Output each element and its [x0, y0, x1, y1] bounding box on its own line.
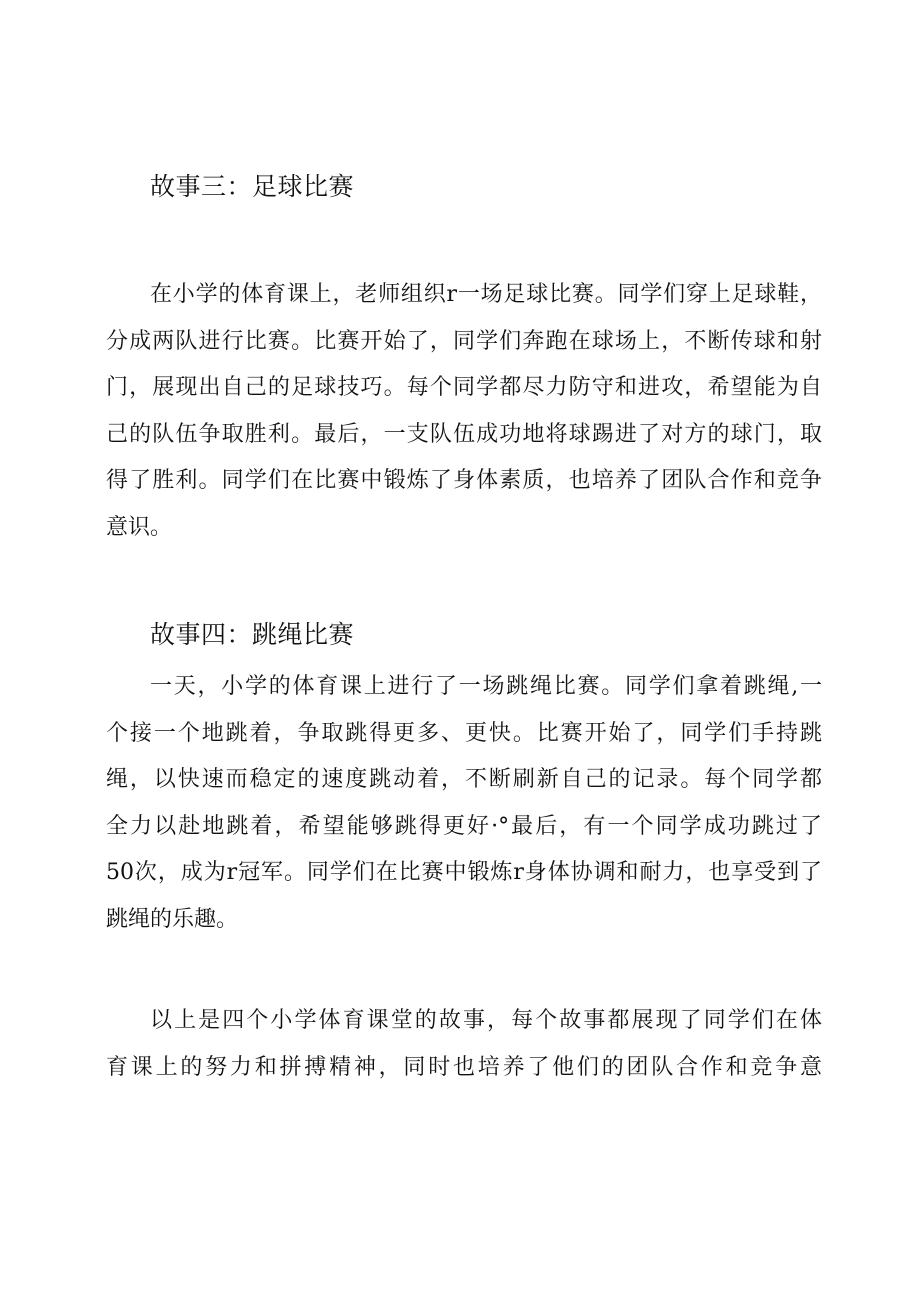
- story3-line-6: 意识。: [106, 514, 173, 540]
- story4-line-5: 50次，成为r冠军。同学们在比赛中锻炼r身体协调和耐力，也享受到了: [106, 860, 822, 885]
- story4-line-6: 跳绳的乐趣。: [106, 906, 239, 932]
- story3-line-3: 门，展现出自己的足球技巧。每个同学都尽力防守和进攻，希望能为自: [106, 375, 822, 400]
- story3-line-1: 在小学的体育课上，老师组织r一场足球比赛。同学们穿上足球鞋，: [150, 282, 822, 307]
- story3-paragraph: [106, 272, 822, 551]
- story4-line-4: 全力以赴地跳着，希望能够跳得更好·°最后，有一个同学成功跳过了: [106, 813, 822, 839]
- story4-line-2: 个接一个地跳着，争取跳得更多、更快。比赛开始了，同学们手持跳: [106, 720, 822, 746]
- story3-line-5: 得了胜利。同学们在比赛中锻炼了身体素质，也培养了团队合作和竞争: [106, 468, 822, 493]
- story3-line-2: 分成两队进行比赛。比赛开始了，同学们奔跑在球场上，不断传球和射: [106, 328, 822, 354]
- story4-paragraph: [106, 664, 822, 943]
- conclusion-line-2: 育课上的努力和拼搏精神，同时也培养了他们的团队合作和竞争意: [106, 1054, 822, 1080]
- story4-title: 故事四：跳绳比赛: [150, 620, 355, 649]
- story3-title: 故事三：足球比赛: [150, 172, 355, 201]
- conclusion-line-1: 以上是四个小学体育课堂的故事，每个故事都展现了同学们在体: [150, 1008, 822, 1033]
- conclusion-paragraph: [106, 998, 822, 1091]
- story4-line-1: 一天，小学的体育课上进行了一场跳绳比赛。同学们拿着跳绳,一: [150, 674, 822, 699]
- story4-line-3: 绳，以快速而稳定的速度跳动着，不断刷新自己的记录。每个同学都: [106, 767, 822, 792]
- story3-line-4: 己的队伍争取胜利。最后，一支队伍成功地将球踢进了对方的球门，取: [106, 421, 822, 447]
